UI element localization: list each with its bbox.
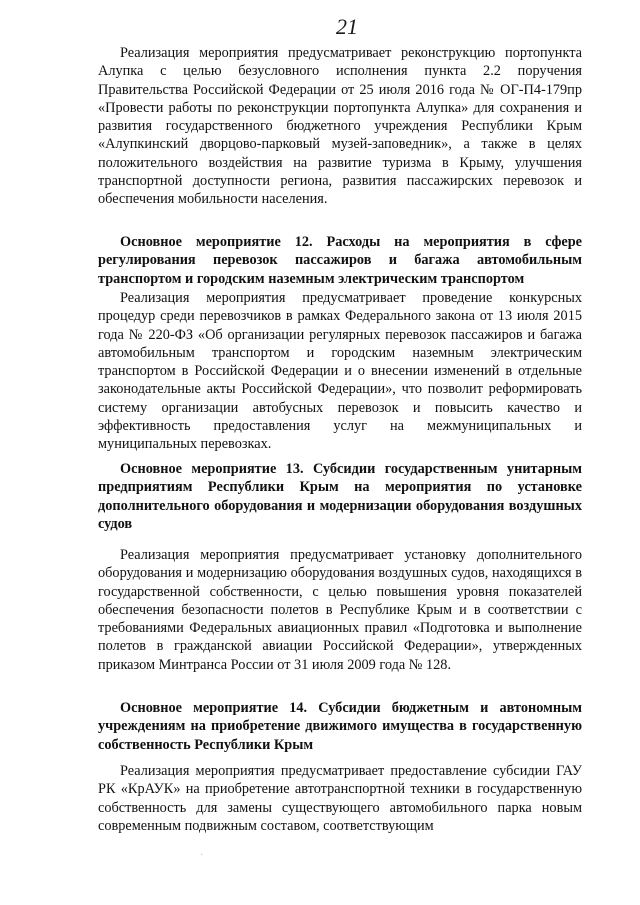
heading-activity-13: Основное мероприятие 13. Субсидии государственным унитарным предприятиям Республики Крым на мероприятия по установке дополнительного оборудования и модернизации оборудования воздушных судов bbox=[98, 461, 582, 532]
paragraph-activity-12: Реализация мероприятия предусматривает проведение конкурсных процедур среди перевозчиков в рамках Федерального закона от 13 июля 2015 года № 220-ФЗ «Об организации регулярных перевозок пассажиров и багажа автомобильным транспортом и городским наземным электрическим транспортом в Российской Федерации и о внесении изменений в отдельные законодательные акты Российской Федерации», что позволит реформировать систему организации автобусных перевозок и повысить качество и эффективность предоставления услуг на межмуниципальных и муниципальных перевозках. bbox=[98, 290, 582, 453]
paragraph-activity-14: Реализация мероприятия предусматривает предоставление субсидии ГАУ РК «КрАУК» на приобретение автотранспортной техники в государственную собственность для замены существующего автомобильного парка новым современным подвижным составом, соответствующим bbox=[98, 763, 582, 834]
paragraph-activity-13: Реализация мероприятия предусматривает установку дополнительного оборудования и модернизацию оборудования воздушных судов, находящихся в государственной собственности, с целью повышения уровня показателей обеспечения безопасности полетов в Республике Крым и в соответствии с требованиями Федеральных авиационных правил «Подготовка и выполнение полетов в гражданской авиации Российской Федерации», утвержденных приказом Минтранса России от 31 июля 2009 года № 128. bbox=[98, 547, 582, 673]
heading-activity-14: Основное мероприятие 14. Субсидии бюджетным и автономным учреждениям на приобретение движимого имущества в государственную собственность Республики Крым bbox=[98, 700, 582, 753]
heading-activity-12: Основное мероприятие 12. Расходы на мероприятия в сфере регулирования перевозок пассажиров и багажа автомобильным транспортом и городским наземным электрическим транспортом bbox=[98, 234, 582, 287]
scan-speck: · bbox=[200, 850, 204, 861]
paragraph-alupka-port-reconstruction: Реализация мероприятия предусматривает реконструкцию портопункта Алупка с целью безусловного исполнения пункта 2.2 поручения Правительства Российской Федерации от 25 июля 2016 года № ОГ-П4-179пр «Провести работы по реконструкции портопункта Алупка» для сохранения и развития государственного бюджетного учреждения Республики Крым «Алупкинский дворцово-парковый музей-заповедник», а также в целях положительного воздействия на развитие туризма в Крыму, улучшения транспортной доступности региона, развития пассажирских перевозок и обеспечения мобильности населения. bbox=[98, 45, 582, 208]
page-number: 21 bbox=[336, 14, 358, 39]
